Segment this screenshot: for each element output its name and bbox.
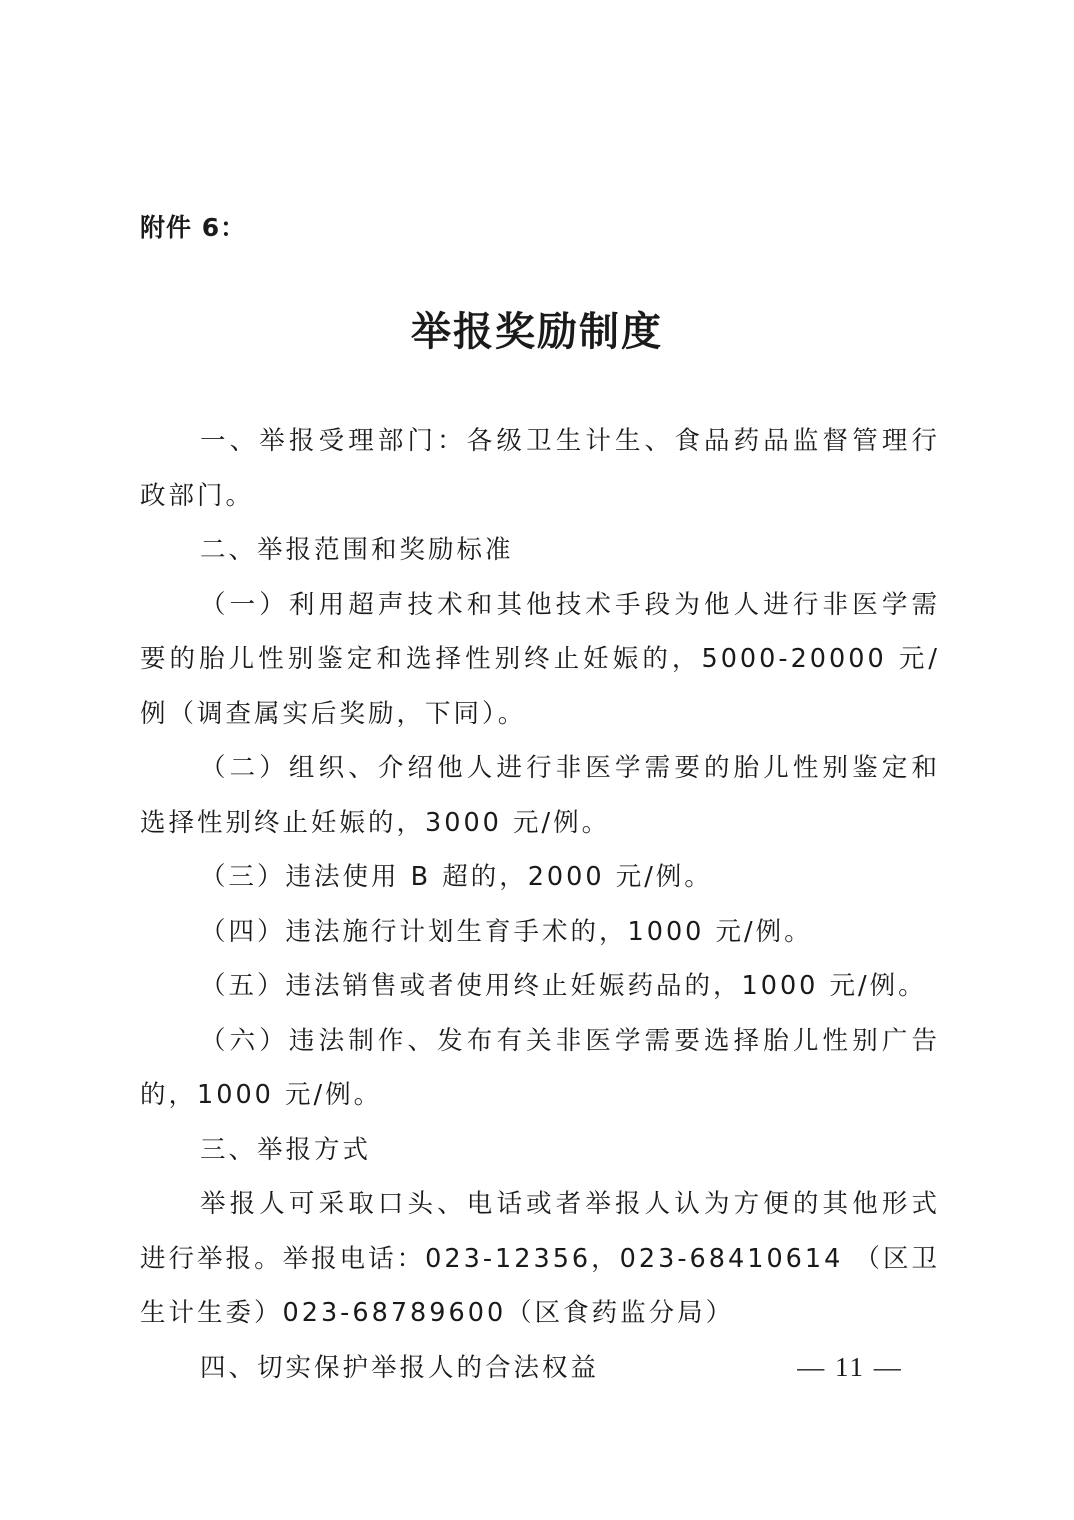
item-2: （二）组织、介绍他人进行非医学需要的胎儿性别鉴定和选择性别终止妊娠的，3000 元/例。 xyxy=(140,753,940,838)
section-reporting-department: 一、举报受理部门：各级卫生计生、食品药品监督管理行政部门。 xyxy=(140,426,940,511)
section-protect-reporters: 四、切实保护举报人的合法权益 xyxy=(200,1352,600,1383)
section-reporting-methods: 三、举报方式 xyxy=(200,1134,372,1165)
section-scope-and-standards: 二、举报范围和奖励标准 xyxy=(200,535,514,565)
document-title: 举报奖励制度 xyxy=(411,308,663,355)
item-1: （一）利用超声技术和其他技术手段为他人进行非医学需要的胎儿性别鉴定和选择性别终止妊娠的，5000-20000 元/例（调查属实后奖励，下同）。 xyxy=(140,589,940,729)
item-4: （四）违法施行计划生育手术的，1000 元/例。 xyxy=(200,916,813,947)
item-3: （三）违法使用 B 超的，2000 元/例。 xyxy=(200,862,713,892)
reporting-methods-text: 举报人可采取口头、电话或者举报人认为方便的其他形式进行举报。举报电话：023-12356，023-68410614 （区卫生计生委）023-68789600（区食药监分局） xyxy=(140,1189,940,1328)
document-body xyxy=(140,414,940,1395)
item-6: （六）违法制作、发布有关非医学需要选择胎儿性别广告的，1000 元/例。 xyxy=(140,1025,940,1110)
attachment-label: 附件 6： xyxy=(140,213,247,242)
item-5: （五）违法销售或者使用终止妊娠药品的，1000 元/例。 xyxy=(200,971,927,1001)
page-number: — 11 — xyxy=(797,1352,903,1382)
